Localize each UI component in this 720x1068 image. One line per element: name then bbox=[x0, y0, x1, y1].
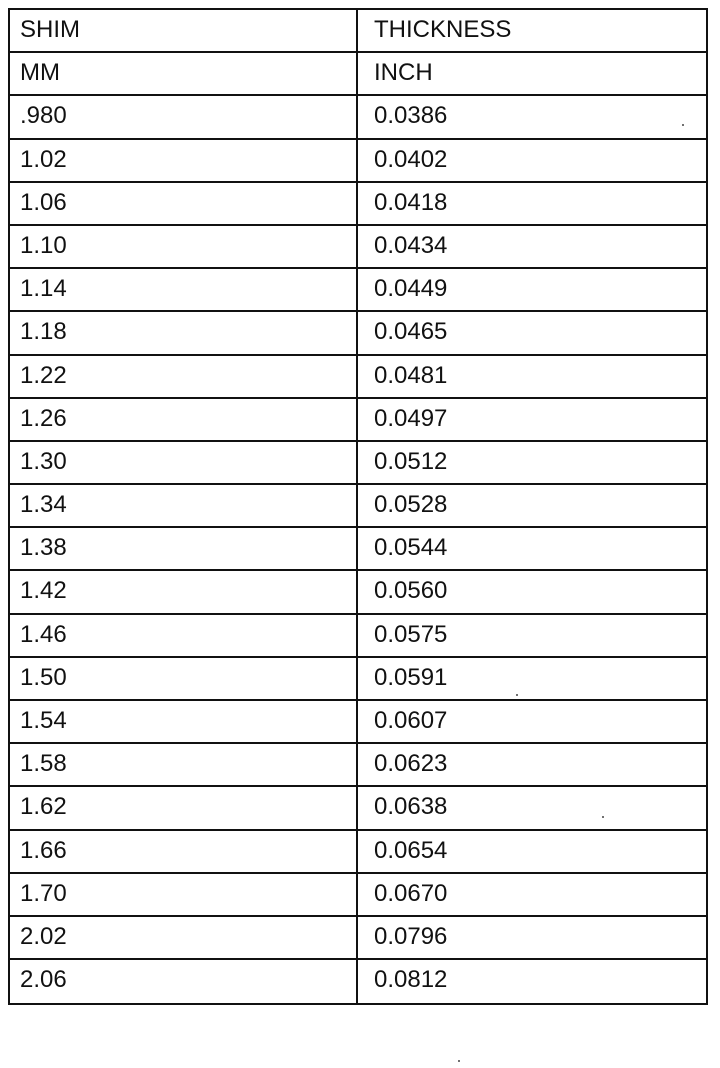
mm-cell: 2.06 bbox=[10, 960, 358, 1003]
table-row bbox=[10, 615, 706, 658]
inch-cell: 0.0481 bbox=[374, 361, 448, 389]
mm-cell: .980 bbox=[10, 96, 358, 137]
table-row bbox=[10, 658, 706, 701]
inch-cell: 0.0670 bbox=[374, 879, 448, 907]
table-row bbox=[10, 744, 706, 787]
inch-cell: 0.0575 bbox=[374, 620, 448, 648]
table-row bbox=[10, 356, 706, 399]
table-units-row bbox=[10, 53, 706, 96]
table-row bbox=[10, 960, 706, 1003]
table-row bbox=[10, 917, 706, 960]
inch-cell: 0.0449 bbox=[374, 275, 448, 303]
table-row bbox=[10, 571, 706, 614]
inch-cell: 0.0434 bbox=[374, 231, 448, 259]
inch-cell: 0.0465 bbox=[374, 318, 448, 346]
inch-cell: 0.0528 bbox=[374, 491, 448, 519]
mm-cell: 1.70 bbox=[10, 874, 358, 915]
table-row bbox=[10, 312, 706, 355]
table-row bbox=[10, 140, 706, 183]
mm-cell: 1.46 bbox=[10, 615, 358, 656]
table-header-row bbox=[10, 10, 706, 53]
mm-cell: 1.22 bbox=[10, 356, 358, 397]
inch-cell: 0.0812 bbox=[374, 966, 448, 994]
inch-cell: 0.0654 bbox=[374, 836, 448, 864]
header-shim: SHIM bbox=[10, 10, 358, 51]
table-row bbox=[10, 831, 706, 874]
table-row bbox=[10, 442, 706, 485]
table-row bbox=[10, 269, 706, 312]
mm-cell: 1.66 bbox=[10, 831, 358, 872]
table-row bbox=[10, 96, 706, 139]
scan-speck bbox=[602, 816, 604, 818]
mm-cell: 1.62 bbox=[10, 787, 358, 828]
header-thickness: THICKNESS bbox=[374, 16, 512, 43]
inch-cell: 0.0560 bbox=[374, 577, 448, 605]
inch-cell: 0.0418 bbox=[374, 188, 448, 216]
mm-cell: 1.34 bbox=[10, 485, 358, 526]
scan-speck bbox=[458, 1060, 460, 1062]
mm-cell: 1.54 bbox=[10, 701, 358, 742]
table-row bbox=[10, 701, 706, 744]
mm-cell: 1.06 bbox=[10, 183, 358, 224]
inch-cell: 0.0386 bbox=[374, 102, 448, 130]
inch-cell: 0.0497 bbox=[374, 404, 448, 432]
inch-cell: 0.0607 bbox=[374, 707, 448, 734]
unit-mm: MM bbox=[10, 53, 358, 94]
table-row bbox=[10, 528, 706, 571]
table-row bbox=[10, 399, 706, 442]
mm-cell: 1.30 bbox=[10, 442, 358, 483]
scan-speck bbox=[516, 694, 518, 696]
mm-cell: 1.02 bbox=[10, 140, 358, 181]
table-row bbox=[10, 787, 706, 830]
mm-cell: 1.38 bbox=[10, 528, 358, 569]
shim-thickness-table bbox=[8, 8, 708, 1005]
inch-cell: 0.0544 bbox=[374, 534, 448, 562]
table-row bbox=[10, 874, 706, 917]
inch-cell: 0.0796 bbox=[374, 922, 448, 950]
mm-cell: 1.42 bbox=[10, 571, 358, 612]
inch-cell: 0.0638 bbox=[374, 793, 448, 821]
mm-cell: 1.50 bbox=[10, 658, 358, 699]
scan-speck bbox=[682, 124, 684, 126]
table-row bbox=[10, 485, 706, 528]
inch-cell: 0.0512 bbox=[374, 447, 448, 475]
inch-cell: 0.0402 bbox=[374, 145, 448, 173]
unit-inch: INCH bbox=[374, 59, 433, 87]
table-row bbox=[10, 183, 706, 226]
mm-cell: 1.10 bbox=[10, 226, 358, 267]
mm-cell: 1.18 bbox=[10, 312, 358, 353]
table-row bbox=[10, 226, 706, 269]
mm-cell: 1.58 bbox=[10, 744, 358, 785]
mm-cell: 2.02 bbox=[10, 917, 358, 958]
inch-cell: 0.0623 bbox=[374, 750, 448, 778]
mm-cell: 1.26 bbox=[10, 399, 358, 440]
inch-cell: 0.0591 bbox=[374, 663, 448, 691]
mm-cell: 1.14 bbox=[10, 269, 358, 310]
